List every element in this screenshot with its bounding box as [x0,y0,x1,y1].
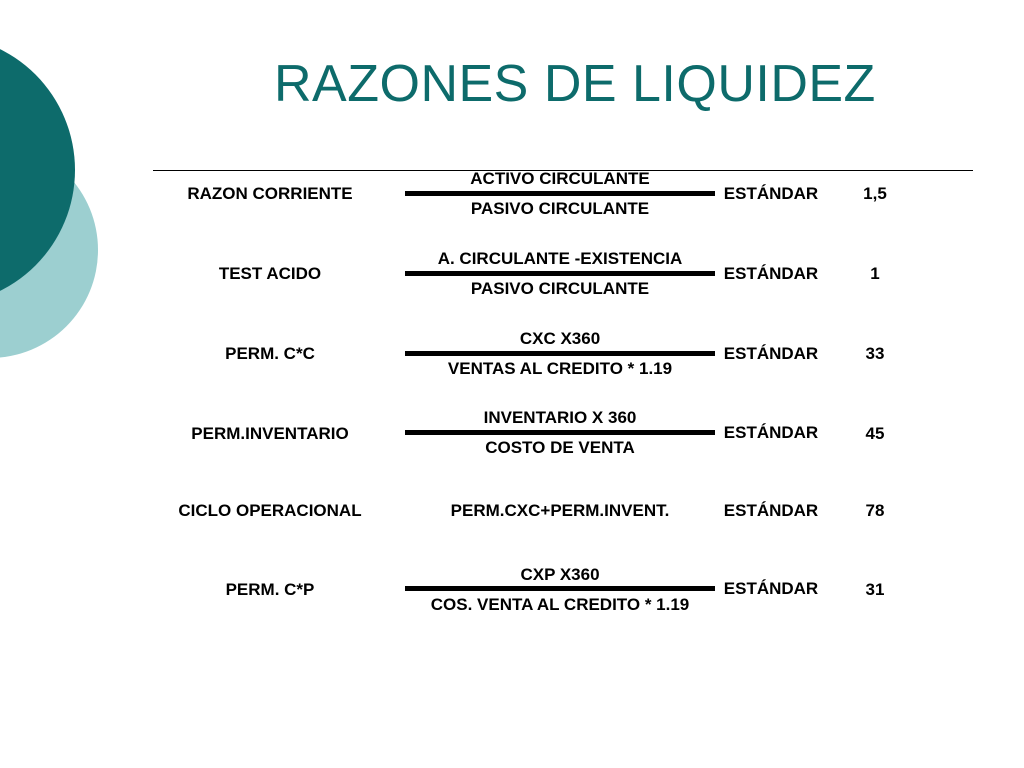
ratio-numerator: CXP X360 [520,565,600,584]
ratio-name: CICLO OPERACIONAL [178,501,362,520]
ratio-row-test-acido [0,246,1024,316]
ratio-formula: PERM.CXC+PERM.INVENT. [450,501,670,520]
ratio-numerator: ACTIVO CIRCULANTE [470,169,650,188]
fraction-bar [405,191,715,196]
ratio-name: PERM. C*C [225,344,315,363]
ratio-row-razon-corriente [0,166,1024,236]
ratio-row-ciclo-operacional [0,490,1024,560]
standard-label: ESTÁNDAR [723,344,819,363]
ratio-name: RAZON CORRIENTE [187,184,353,203]
ratio-denominator: VENTAS AL CREDITO * 1.19 [447,359,673,378]
ratio-row-perm-inventario [0,406,1024,476]
standard-label: ESTÁNDAR [723,264,819,283]
fraction-bar [405,351,715,356]
ratio-name: PERM.INVENTARIO [191,424,349,443]
ratio-denominator: PASIVO CIRCULANTE [470,279,650,298]
ratio-row-perm-cc [0,326,1024,396]
fraction-bar [405,586,715,591]
ratio-numerator: CXC X360 [519,329,601,348]
standard-label: ESTÁNDAR [723,579,819,598]
standard-label: ESTÁNDAR [723,423,819,442]
standard-value: 45 [865,424,885,443]
fraction-bar [405,271,715,276]
standard-label: ESTÁNDAR [723,501,819,520]
ratio-numerator: INVENTARIO X 360 [483,408,637,427]
standard-value: 78 [865,501,885,520]
standard-value: 1 [870,264,880,283]
standard-label: ESTÁNDAR [723,184,819,203]
ratio-name: PERM. C*P [225,580,315,599]
ratio-denominator: COS. VENTA AL CREDITO * 1.19 [430,595,690,614]
ratio-denominator: PASIVO CIRCULANTE [470,199,650,218]
ratio-denominator: COSTO DE VENTA [485,438,635,457]
ratio-row-perm-cp [0,562,1024,632]
standard-value: 1,5 [863,184,887,203]
ratio-name: TEST ACIDO [218,264,322,283]
fraction-bar [405,430,715,435]
standard-value: 31 [865,580,885,599]
ratio-numerator: A. CIRCULANTE -EXISTENCIA [437,249,683,268]
slide-title: RAZONES DE LIQUIDEZ [274,55,876,113]
standard-value: 33 [865,344,885,363]
